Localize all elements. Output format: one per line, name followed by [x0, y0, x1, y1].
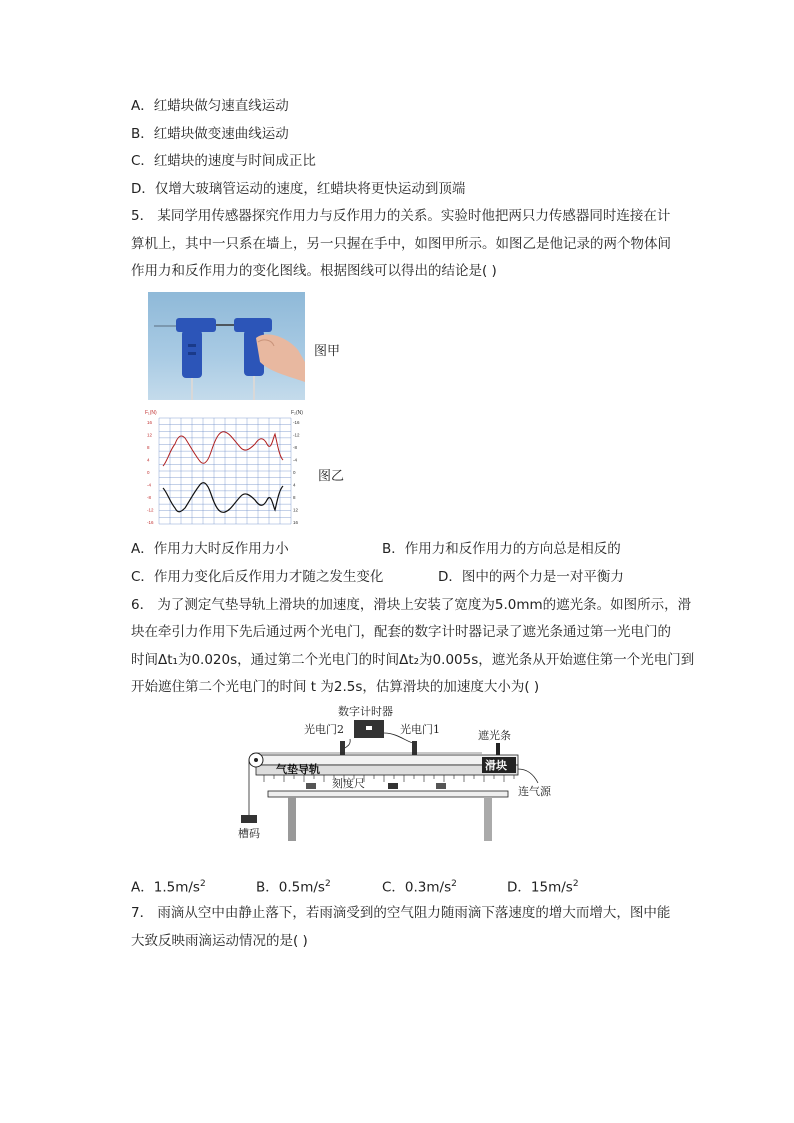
q6-option-b: B．$0.5m/s^2$ — [256, 879, 331, 896]
left-tick-label: -8 — [147, 495, 152, 500]
q4-option-a: A．红蜡块做匀速直线运动 — [131, 98, 289, 114]
ruler-scale — [264, 775, 514, 782]
weight-label: 槽码 — [238, 827, 260, 840]
left-tick-label: 0 — [147, 470, 150, 475]
right-tick-label: 4 — [293, 482, 296, 488]
q5-text-line-2: 算机上，其中一只系在墙上，另一只握在手中，如图甲所示。如图乙是他记录的两个物体间 — [131, 236, 671, 252]
right-tick-label: -12 — [293, 432, 300, 438]
right-axis-title: F₂(N) — [291, 410, 303, 416]
q5-option-b: B．作用力和反作用力的方向总是相反的 — [382, 541, 621, 557]
q5-option-d: D．图中的两个力是一对平衡力 — [438, 569, 624, 585]
left-tick-label: -12 — [147, 507, 154, 513]
q6-option-c: C．$0.3m/s^2$ — [382, 879, 457, 896]
q5-text-line-3: 作用力和反作用力的变化图线。根据图线可以得出的结论是( ) — [131, 263, 497, 279]
left-tick-label: 8 — [147, 445, 150, 450]
right-tick-label: -4 — [293, 457, 298, 463]
q4-option-b: B．红蜡块做变速曲线运动 — [131, 126, 289, 142]
figure-b-graph — [145, 408, 305, 526]
right-tick-label: -16 — [293, 420, 300, 425]
hanging-weight — [241, 815, 257, 823]
q5-option-c: C．作用力变化后反作用力才随之发生变化 — [131, 569, 384, 585]
left-tick-label: 12 — [147, 432, 153, 438]
figure-a-photo — [148, 292, 305, 400]
rail-label: 气垫导轨 — [276, 763, 320, 776]
timer-label: 数字计时器 — [338, 705, 393, 718]
q7-text-line-2: 大致反映雨滴运动情况的是( ) — [131, 933, 308, 949]
q4-option-c: C．红蜡块的速度与时间成正比 — [131, 153, 316, 169]
q5-text-line-1: 5． 某同学用传感器探究作用力与反作用力的关系。实验时他把两只力传感器同时连接在计 — [131, 208, 671, 224]
q7-text-line-1: 7． 雨滴从空中由静止落下，若雨滴受到的空气阻力随雨滴下落速度的增大而增大，图中能 — [131, 905, 671, 921]
left-tick-label: 4 — [147, 457, 150, 463]
right-tick-label: 8 — [293, 495, 296, 500]
q6-text-line-3: 时间Δt₁为0.020s，通过第二个光电门的时间Δt₂为0.005s，遮光条从开始遮住第一个光电门到 — [131, 652, 695, 668]
q6-option-a: A．$1.5m/s^2$ — [131, 879, 206, 896]
right-tick-label: 12 — [293, 507, 299, 513]
q6-text-line-4: 开始遮住第二个光电门的时间 t 为2.5s，估算滑块的加速度大小为( ) — [131, 679, 540, 695]
left-tick-label: 16 — [147, 420, 153, 425]
q6-option-d: D．$15m/s^2$ — [507, 879, 579, 896]
air-source-label: 连气源 — [518, 785, 551, 798]
figure-a-label: 图甲 — [314, 344, 341, 359]
left-tick-label: -4 — [147, 482, 152, 488]
strip-label: 遮光条 — [478, 729, 511, 742]
ruler-label: 刻度尺 — [332, 777, 365, 790]
gate1-label: 光电门1 — [400, 723, 440, 736]
q4-option-d: D．仅增大玻璃管运动的速度，红蜡块将更快运动到顶端 — [131, 181, 466, 197]
right-tick-label: 16 — [293, 520, 299, 525]
q6-text-line-1: 6． 为了测定气垫导轨上滑块的加速度，滑块上安装了宽度为5.0mm的遮光条。如图所示，滑 — [131, 597, 692, 613]
air-track-diagram — [228, 703, 563, 843]
slider-label: 滑块 — [485, 759, 507, 772]
right-tick-label: 0 — [293, 470, 296, 475]
right-tick-label: -8 — [293, 445, 298, 450]
figure-b-label: 图乙 — [318, 469, 345, 484]
q5-option-a: A．作用力大时反作用力小 — [131, 541, 289, 557]
lab-table — [268, 791, 508, 797]
force-time-chart — [145, 408, 305, 526]
q6-text-line-2: 块在牵引力作用下先后通过两个光电门，配套的数字计时器记录了遮光条通过第一光电门的 — [131, 624, 671, 640]
force-sensors-illustration — [148, 292, 305, 400]
gate2-label: 光电门2 — [304, 723, 344, 736]
left-tick-label: -16 — [147, 520, 154, 525]
left-axis-title: F₁(N) — [145, 410, 157, 416]
